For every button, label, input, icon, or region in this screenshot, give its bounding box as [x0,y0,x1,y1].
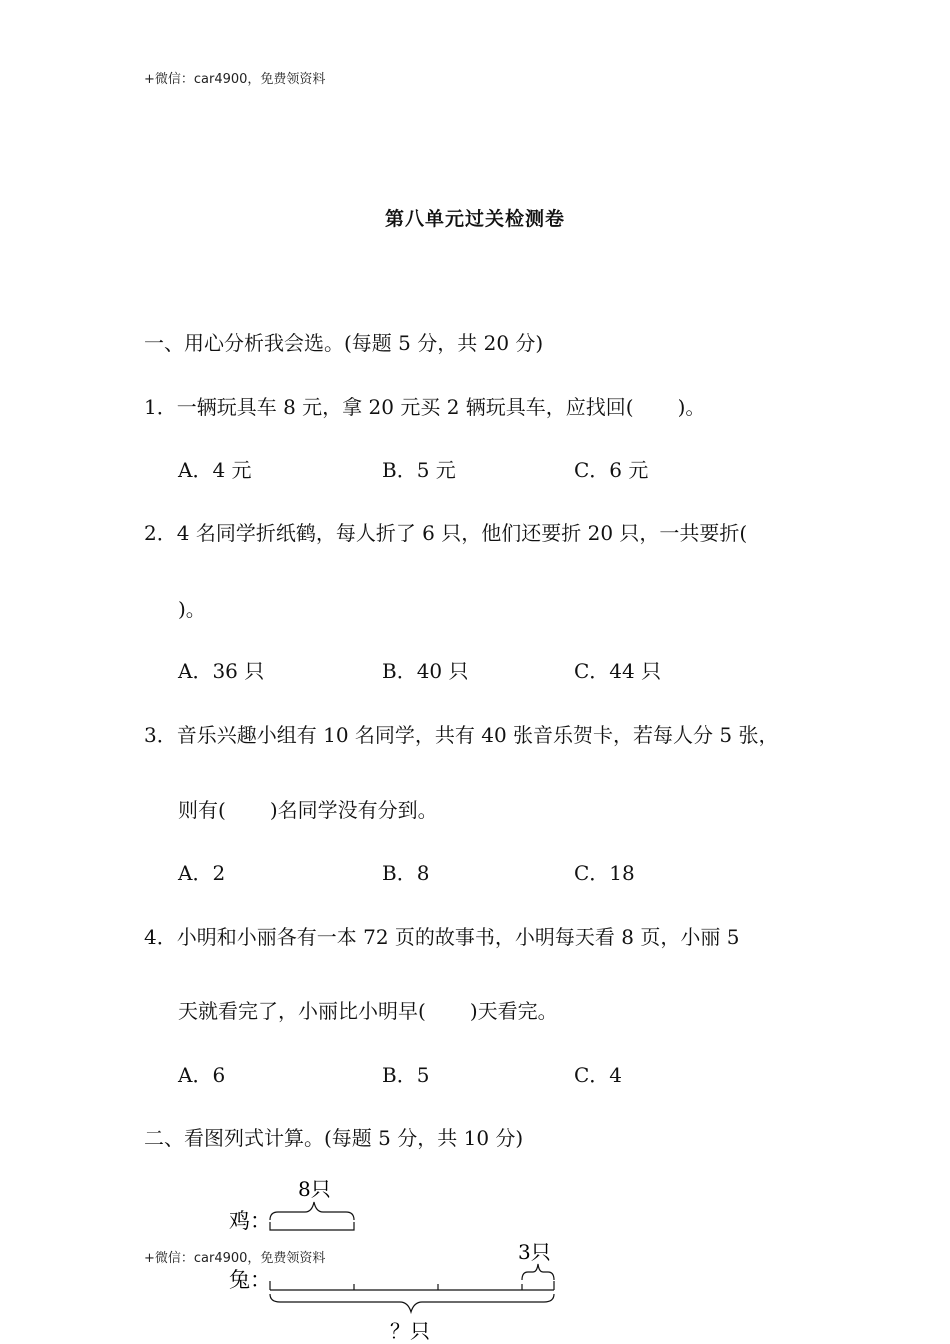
option-c[interactable]: C．4 [574,1063,623,1087]
question-number: 2． [144,521,177,545]
option-b[interactable]: B．5 元 [382,458,456,482]
question-2-line-2: )。 [178,597,206,621]
question-text: 一辆玩具车 8 元，拿 20 元买 2 辆玩具车，应找回( [176,395,634,419]
page-title: 第八单元过关检测卷 [384,208,565,230]
rabbit-extra-brace [522,1264,554,1280]
chicken-segment [270,1222,354,1230]
option-a[interactable]: A．2 [178,861,226,885]
question-text-end: )。 [677,395,706,419]
question-text-end: )天看完。 [469,999,558,1023]
option-b[interactable]: B．8 [382,861,430,885]
question-text: 4 名同学折纸鹤，每人折了 6 只，他们还要折 20 只，一共要折( [176,521,748,545]
question-text-start: 则有( [178,798,226,822]
watermark-bottom: +微信：car4900，免费领资料 [144,1251,326,1266]
question-text: 小明和小丽各有一本 72 页的故事书，小明每天看 8 页，小丽 5 [176,925,740,949]
section-1-heading: 一、用心分析我会选。(每题 5 分，共 20 分) [144,331,544,355]
total-brace [270,1294,554,1312]
option-c[interactable]: C．44 只 [574,659,662,683]
option-c[interactable]: C．6 元 [574,458,649,482]
option-a[interactable]: A．6 [178,1063,226,1087]
question-text: 音乐兴趣小组有 10 名同学，共有 40 张音乐贺卡，若每人分 5 张， [176,723,779,747]
option-b[interactable]: B．5 [382,1063,430,1087]
question-text-end: )名同学没有分到。 [269,798,438,822]
question-number: 4． [144,925,177,949]
question-number: 1． [144,395,177,419]
watermark-top: +微信：car4900，免费领资料 [144,72,326,87]
total-label: ？只 [390,1319,430,1343]
option-a[interactable]: A．4 元 [178,458,252,482]
chicken-count-label: 8只 [298,1177,331,1201]
section-2-heading: 二、看图列式计算。(每题 5 分，共 10 分) [144,1126,524,1150]
chicken-brace [270,1202,354,1220]
chicken-label: 鸡： [229,1209,271,1233]
rabbit-count-label: 3只 [518,1240,551,1264]
option-c[interactable]: C．18 [574,861,635,885]
question-number: 3． [144,723,177,747]
option-a[interactable]: A．36 只 [178,659,265,683]
option-b[interactable]: B．40 只 [382,659,469,683]
question-text-start: 天就看完了，小丽比小明早( [178,999,426,1023]
rabbit-label: 兔： [229,1268,271,1292]
